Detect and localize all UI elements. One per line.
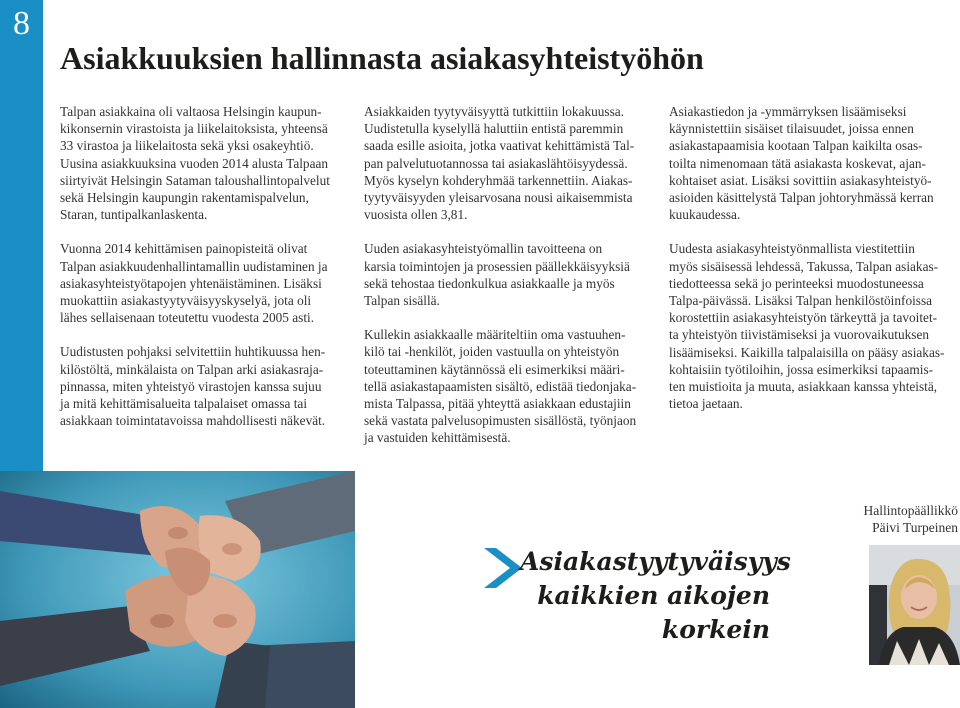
paragraph	[60, 343, 360, 429]
text-line: kohtaiset asiat. Lisäksi sovittiin asiakasyhteistyö-	[669, 172, 932, 188]
text-line: Kullekin asiakkaalle määriteltiin oma vastuuhen-	[364, 327, 626, 343]
paragraph	[364, 326, 664, 446]
text-line: muokattiin asiakastyytyväisyyskyselyä, jota oli	[60, 293, 312, 309]
text-line: 33 virastoa ja liikelaitosta sekä yksi osakeyhtiö.	[60, 138, 314, 154]
paragraph	[60, 240, 360, 326]
pull-quote	[520, 545, 791, 647]
text-line: siirtyivät Helsingin Sataman taloushallintopalvelut	[60, 172, 330, 188]
text-line: karsia toimintojen ja prosessien päällekkäisyyksiä	[364, 258, 630, 274]
paragraph	[669, 103, 959, 223]
linked-hands-photo	[0, 471, 355, 708]
text-line: Talpan asiakkuudenhallintamallin uudistaminen ja	[60, 258, 328, 274]
text-line: tiedotteessa sekä jo perinteeksi muodostuneessa	[669, 275, 924, 291]
text-line: käynnistettiin sisäiset tilaisuudet, joissa ennen	[669, 121, 914, 137]
text-line: Uusina asiakkuuksina vuoden 2014 alusta Talpaan	[60, 155, 329, 171]
page-title: Asiakkuuksien hallinnasta asiakasyhteistyöhön	[60, 40, 704, 76]
text-column-1	[60, 103, 360, 446]
page-sidebar	[0, 0, 43, 471]
text-line: kohtaisiin työtiloihin, jossa esimerkiksi tapaamis-	[669, 361, 934, 377]
text-line: kikonsernin virastoista ja liikelaitoksista, yhteensä	[60, 121, 328, 137]
text-line: Talpa-päivässä. Lisäksi Talpan henkilöstöinfoissa	[669, 293, 933, 309]
text-line: ja mitä kehittämisalueita talpalaiset omassa tai	[60, 396, 308, 412]
text-column-3	[669, 103, 959, 429]
quote-line: korkein	[661, 615, 770, 644]
paragraph	[364, 103, 664, 223]
text-line: Talpan asiakkaina oli valtaosa Helsingin kaupun-	[60, 104, 322, 119]
text-line: ten muistioita ja muuta, asiakkaan kanssa yhteistä,	[669, 379, 938, 395]
text-line: asiakastapaamisia kootaan Talpan kaikilta osas-	[669, 138, 923, 154]
paragraph	[669, 240, 959, 412]
text-line: Uudistetulla kyselyllä haluttiin entistä paremmin	[364, 121, 624, 137]
text-line: sekä vastata palvelusopimusten sisällöstä, työnjaon	[364, 413, 637, 429]
portrait-illustration	[869, 545, 960, 665]
text-line: tietoa jaetaan.	[669, 396, 743, 412]
text-line: kilöstöltä, minkälaista on Talpan arki asiakasraja-	[60, 361, 324, 377]
text-line: ja vastuiden kehittämisestä.	[364, 430, 511, 446]
text-line: kuukaudessa.	[669, 207, 741, 223]
text-line: tellä asiakastapaamisten sisältö, edistää tiedonjaka-	[364, 378, 637, 394]
paragraph	[364, 240, 664, 309]
text-line: Uudistusten pohjaksi selvitettiin huhtikuussa hen-	[60, 344, 326, 360]
text-line: pan palvelutuotannossa tai asiakaslähtöisyydessä.	[364, 155, 628, 171]
text-line: ta yhteistyön tiivistämiseksi ja vuorovaikutuksen	[669, 327, 929, 343]
page-number: 8	[13, 5, 30, 42]
text-line: asiakasyhteistyötapojen yhtenäistäminen. Lisäksi	[60, 275, 322, 291]
quote-line: Asiakastyytyväisyys	[520, 547, 791, 576]
text-line: lisäämiseksi. Kaikilla talpalaisilla on pääsy asiakas-	[669, 344, 945, 360]
text-line: kilö tai -henkilöt, joiden vastuulla on yhteistyön	[364, 344, 620, 360]
text-line: pinnassa, miten yhteistyö virastojen kanssa sujuu	[60, 378, 322, 394]
text-line: Uuden asiakasyhteistyömallin tavoitteena on	[364, 241, 603, 257]
text-line: Staran, tuntipalkanlaskenta.	[60, 207, 208, 223]
text-line: Uudesta asiakasyhteistyönmallista viestitettiin	[669, 241, 915, 257]
text-line: sekä tehostaa tiedonkulkua asiakkaalle ja myös	[364, 275, 615, 291]
linked-hands-illustration	[0, 471, 355, 708]
text-line: toteuttaminen käytännössä eli esimerkiksi määri-	[364, 361, 625, 377]
text-line: Vuonna 2014 kehittämisen painopisteitä olivat	[60, 241, 308, 257]
portrait-photo	[869, 545, 960, 665]
text-line: vuosista ollen 3,81.	[364, 207, 468, 223]
text-column-2	[364, 103, 664, 464]
text-line: Myös kyselyn kohderyhmää tarkennettiin. Aiakas-	[364, 172, 633, 188]
text-line: Talpan sisällä.	[364, 293, 440, 309]
text-line: mista Talpassa, pitää yhteyttä asiakkaan edustajiin	[364, 396, 631, 412]
text-line: Asiakastiedon ja -ymmärryksen lisäämiseksi	[669, 104, 907, 119]
text-line: Asiakkaiden tyytyväisyyttä tutkittiin lokakuussa.	[364, 104, 624, 119]
paragraph	[60, 103, 360, 223]
text-line: korostettiin asiakasyhteistyön tärkeyttä ja tavoitet-	[669, 310, 938, 326]
text-line: toilta nimenomaan tätä asiakasta koskevat, ajan-	[669, 155, 926, 171]
text-line: myös sisäisessä lehdessä, Takussa, Talpan asiakas-	[669, 258, 939, 274]
text-line: asioiden käsittelystä Talpan johtoryhmässä kerran	[669, 190, 934, 206]
caption-name: Päivi Turpeinen	[872, 520, 958, 535]
text-line: asiakkaan toimintatavoissa mahdollisesti näkevät.	[60, 413, 326, 429]
portrait-caption	[818, 502, 958, 536]
caption-role: Hallintopäällikkö	[863, 503, 958, 518]
text-line: sekä Helsingin kaupungin rakentamispalvelun,	[60, 190, 309, 206]
text-line: saada esille asioita, jotka vaativat kehittämistä Tal-	[364, 138, 635, 154]
text-line: lähes sellaisenaan toteutettu vuodesta 2005 asti.	[60, 310, 315, 326]
quote-line: kaikkien aikojen	[537, 581, 770, 610]
text-line: tyytyväisyyden yleisarvosana nousi aikaisemmista	[364, 190, 633, 206]
